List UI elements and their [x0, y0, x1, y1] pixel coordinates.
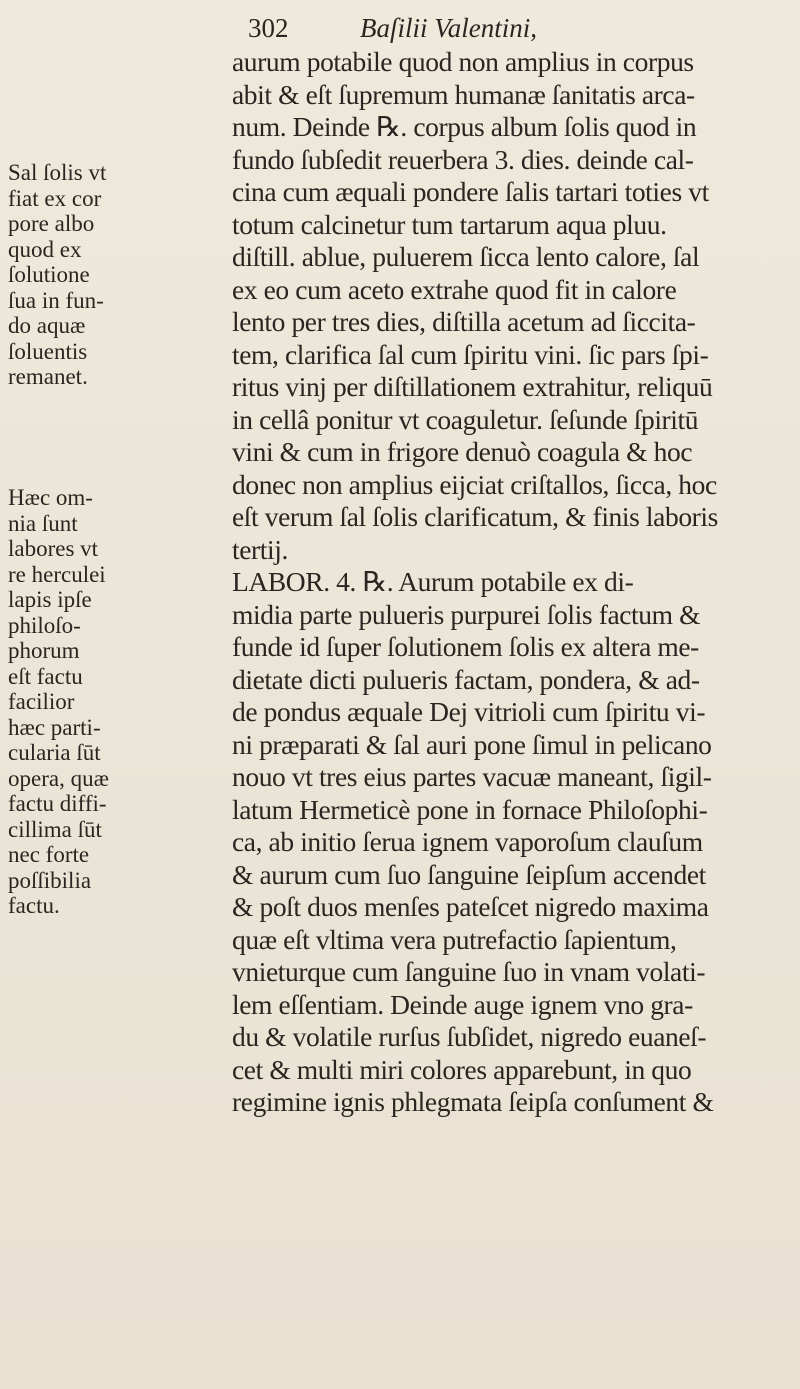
section-heading-line: LABOR. 4. ℞. Aurum potabile ex di- — [232, 566, 634, 597]
text-line: de pondus æquale Dej vitrioli cum ſpiritu vi- — [232, 696, 706, 727]
margin-line: nia ſunt — [8, 510, 78, 536]
text-line: du & volatile rurſus ſubſidet, nigredo euaneſ- — [232, 1021, 707, 1052]
margin-line: ſua in fun- — [8, 287, 104, 313]
text-line: tertij. — [232, 533, 289, 565]
text-line: eſt verum ſal ſolis clarificatum, & finis laboris — [232, 501, 718, 532]
margin-line: poſſibilia — [8, 867, 92, 893]
margin-line: ſolutione — [8, 262, 90, 287]
margin-line: lapis ipſe — [8, 587, 92, 612]
text-line: dietate dicti pulueris factam, pondera, & ad- — [232, 663, 700, 695]
margin-line: quod ex — [8, 236, 82, 262]
margin-line: remanet. — [8, 364, 88, 389]
text-line: ca, ab initio ſerua ignem vaporoſum clauſum — [232, 826, 703, 857]
text-line: & poſt duos menſes pateſcet nigredo maxima — [232, 891, 709, 922]
text-line: lento per tres dies, diſtilla acetum ad ſiccita- — [232, 306, 696, 337]
page-header — [248, 10, 793, 46]
margin-line: pore albo — [8, 211, 95, 236]
text-line: ritus vinj per diſtillationem extrahitur, reliquū — [232, 371, 713, 402]
text-line: cina cum æquali pondere ſalis tartari toties vt — [232, 176, 709, 207]
margin-line: cularia ſūt — [8, 740, 101, 765]
margin-line: Sal ſolis vt — [8, 160, 107, 185]
text-line: regimine ignis phlegmata ſeipſa conſument & — [232, 1086, 714, 1117]
text-line: aurum potabile quod non amplius in corpus — [232, 46, 694, 77]
main-text-block — [232, 46, 797, 1119]
text-line: vnieturque cum ſanguine ſuo in vnam volati- — [232, 956, 706, 987]
text-line: donec non amplius eijciat criſtallos, ſicca, hoc — [232, 468, 717, 500]
margin-line: eſt factu — [8, 663, 83, 689]
margin-line: re herculei — [8, 561, 106, 587]
text-line: cet & multi miri colores apparebunt, in quo — [232, 1053, 692, 1085]
margin-line: phorum — [8, 638, 80, 663]
text-line: fundo ſubſedit reuerbera 3. dies. deinde cal- — [232, 143, 694, 175]
margin-line: cillima ſūt — [8, 816, 102, 842]
text-line: & aurum cum ſuo ſanguine ſeipſum accendet — [232, 858, 706, 890]
text-line: funde id ſuper ſolutionem ſolis ex altera me- — [232, 631, 699, 662]
margin-line: do aquæ — [8, 313, 86, 338]
text-line: in cellâ ponitur vt coaguletur. ſeſunde ſpiritū — [232, 403, 699, 435]
text-line: vini & cum in frigore denuò coagula & hoc — [232, 436, 693, 467]
text-line: abit & eſt ſupremum humanæ ſanitatis arca- — [232, 78, 695, 110]
margin-line: factu. — [8, 893, 60, 918]
margin-note-sal-solis — [8, 160, 233, 390]
text-line: midia parte pulueris purpurei ſolis factum & — [232, 598, 701, 630]
text-line: nouo vt tres eius partes vacuæ maneant, ſigil- — [232, 761, 712, 792]
margin-line: factu diffi- — [8, 791, 107, 816]
text-line: ni præparati & ſal auri pone ſimul in pelicano — [232, 728, 712, 760]
margin-line: facilior — [8, 689, 75, 714]
margin-line: nec forte — [8, 842, 90, 867]
text-line: num. Deinde ℞. corpus album ſolis quod in — [232, 111, 697, 142]
margin-line: philoſo- — [8, 612, 81, 638]
text-line: ex eo cum aceto extrahe quod fit in calore — [232, 273, 677, 305]
margin-line: labores vt — [8, 536, 99, 561]
page-number: 302 — [248, 13, 289, 43]
margin-note-labores — [8, 485, 233, 919]
text-line: diſtill. ablue, puluerem ſicca lento calore, ſal — [232, 241, 700, 272]
text-line: latum Hermeticè pone in fornace Philoſophi- — [232, 793, 708, 825]
text-line: quæ eſt vltima vera putrefactio ſapientum, — [232, 923, 677, 955]
text-line: tem, clarifica ſal cum ſpiritu vini. ſic pars ſpi- — [232, 338, 709, 370]
margin-line: opera, quæ — [8, 765, 109, 791]
margin-line: fiat ex cor — [8, 185, 102, 211]
text-line: totum calcinetur tum tartarum aqua pluu. — [232, 208, 667, 240]
margin-line: ſoluentis — [8, 338, 88, 364]
margin-line: hæc parti- — [8, 714, 101, 740]
text-line: lem eſſentiam. Deinde auge ignem vno gra- — [232, 988, 693, 1020]
running-head: Baſilii Valentini, — [360, 13, 537, 43]
margin-line: Hæc om- — [8, 485, 93, 510]
